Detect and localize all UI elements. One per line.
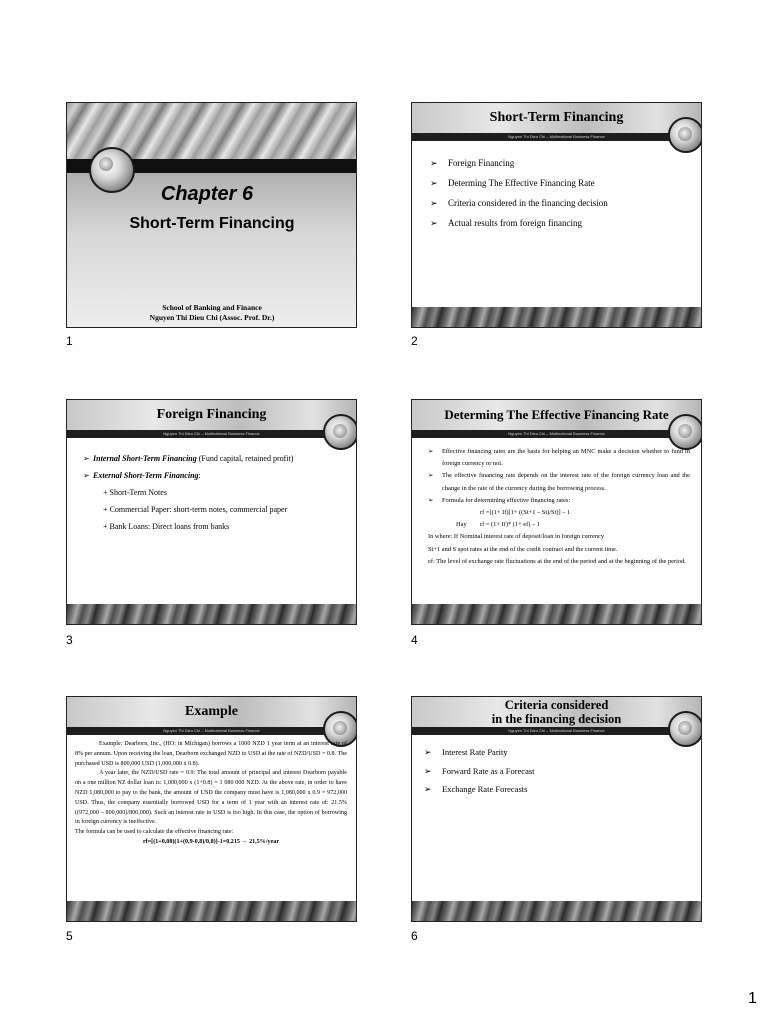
arrow-bullet-icon: ➢	[428, 496, 434, 504]
paragraph: The formula can be used to calculate the effective financing rate:	[75, 829, 234, 836]
slide-number: 5	[66, 929, 73, 943]
globe-icon	[323, 414, 357, 450]
school-name: School of Banking and Finance	[162, 303, 262, 312]
sub-item: + Bank Loans: Direct loans from banks	[103, 522, 230, 531]
list-item: ➢ Determing The Effective Financing Rate	[426, 173, 656, 193]
item-emphasis: Internal Short-Term Financing	[93, 454, 197, 463]
list-item: ➢ Exchange Rate Forecasts	[420, 780, 650, 799]
item-emphasis: External Short-Term Financing	[93, 471, 199, 480]
slide-title: Foreign Financing	[156, 407, 267, 422]
list-item	[428, 470, 690, 494]
slide-number: 1	[66, 334, 73, 348]
note-line: St+1 and S spot rates at the end of the credit contract and the current time.	[428, 545, 618, 553]
slide-footer-banner	[67, 901, 356, 921]
title-line: Criteria considered	[504, 698, 609, 712]
slide-title: Short-Term Financing	[489, 110, 624, 125]
list-item	[83, 450, 313, 467]
globe-icon	[668, 414, 702, 450]
item-text: :	[198, 471, 201, 480]
item-text: Formula for determining effective financing rates:	[442, 496, 571, 504]
list-item: ➢ Criteria considered in the financing decision	[426, 193, 656, 213]
list-item	[428, 495, 690, 507]
list-item: ➢ Foreign Financing	[426, 153, 656, 173]
arrow-bullet-icon: ➢	[428, 472, 434, 480]
list-item: ➢ Forward Rate as a Forecast	[420, 762, 650, 781]
arrow-bullet-icon: ➢	[83, 454, 90, 463]
formula-label: Hay	[456, 521, 467, 529]
slide-header	[67, 697, 356, 727]
slide-header	[412, 400, 701, 430]
list-item: ➢ Interest Rate Parity	[420, 743, 650, 762]
slide-header	[412, 103, 701, 133]
slide-number: 6	[411, 929, 418, 943]
formula-line	[428, 519, 690, 531]
slide-footer-banner	[412, 901, 701, 921]
list-item	[428, 446, 690, 470]
formula-line: rf =[(1+ If)[1+ ((St+1 – St)/St)] – 1	[480, 509, 571, 517]
slide-number: 4	[411, 633, 418, 647]
slide-3	[66, 399, 357, 625]
slide-1	[66, 102, 357, 328]
paragraph: A year later, the NZD/USD rate = 0.9: The total amount of principal and interest Dearborn payable on a one million NZ dollar loan is: 1,000,000 x (1+0.8) = 1 080 000 NZD. At the above rate, in order to have NZD 1,080,000 to pay to the bank, the amount of USD the company must have is 1,080,000 x 0.9 = 972,000 USD. Thus, the company essentially borrowed USD for a term of 1 year with an interest rate of: 21.5% ((972,000 – 800,000)/800,000). Such an interest rate in USD is too high. In this case, the option of borrowing in foreign currency is ineffective.	[75, 770, 347, 826]
formula-text: rf = (1+ If)* (1+ ef) – 1	[480, 521, 540, 529]
page-number: 1	[748, 990, 757, 1007]
slide-title: Short-Term Financing	[129, 215, 295, 232]
sub-item: + Commercial Paper: short-term notes, commercial paper	[103, 505, 288, 514]
slide-body	[428, 446, 690, 568]
globe-icon	[668, 117, 702, 153]
list-item	[83, 467, 313, 484]
globe-icon	[668, 711, 702, 747]
bullet-list	[420, 743, 650, 799]
slide-title	[412, 698, 701, 726]
slide-body	[83, 450, 313, 535]
slide-number: 3	[66, 633, 73, 647]
arrow-bullet-icon: ➢	[83, 471, 90, 480]
item-text: Effective financing rates are the basis for helping an MNC make a decision whether to fund in foreign currency or not.	[442, 448, 690, 468]
slide-4	[411, 399, 702, 625]
credit-bar: Nguyen Thi Dieu Chi – Multinational Business Finance	[67, 727, 356, 735]
formula-line: rf=[(1+0,08)(1+(0,9-0,8)/0,8)]-1=0,215 ⇔ 21,5%/year	[142, 838, 280, 845]
slide-number: 2	[411, 334, 418, 348]
slide-body	[75, 740, 347, 848]
slide-header	[412, 697, 701, 727]
author-name: Nguyen Thi Dieu Chi (Assoc. Prof. Dr.)	[149, 313, 275, 322]
slide-5	[66, 696, 357, 922]
sub-item: + Short-Term Notes	[103, 488, 167, 497]
paragraph: Example: Dearborn, Inc., (HO: in Michigan) borrows a 1000 NZD 1 year term at an interest rate of 8% per annum. Upon receiving the loan, Dearborn exchanged NZD to USD at the rate of NZD/USD = 0.8. The purchased USD is 800,000 USD (1,000,000 x 0.8).	[75, 741, 347, 767]
author-block	[107, 303, 317, 323]
note-line: In where: If Nominal interest rate of deposit/loan in foreign currency	[428, 533, 605, 541]
slide-title: Example	[185, 704, 238, 719]
credit-bar: Nguyen Thi Dieu Chi – Multinational Business Finance	[412, 430, 701, 438]
arrow-bullet-icon: ➢	[428, 448, 434, 455]
slide-footer-banner	[412, 307, 701, 327]
note-line: ef: The level of exchange rate fluctuations at the end of the period and at the beginning of the period.	[428, 557, 686, 565]
item-text: The effective financing rate depends on the interest rate of the foreign currency loan and the change in the rate of the currency during the borrowing process.	[442, 472, 690, 492]
slide-footer-banner	[412, 604, 701, 624]
credit-bar: Nguyen Thi Dieu Chi – Multinational Business Finance	[412, 727, 701, 735]
item-text: (Fund capital, retained profit)	[196, 454, 294, 463]
bullet-list	[426, 153, 656, 233]
slide-footer-banner	[67, 604, 356, 624]
slide-title: Determing The Effective Financing Rate	[444, 407, 669, 422]
slide-header	[67, 400, 356, 430]
list-item: ➢ Actual results from foreign financing	[426, 213, 656, 233]
slide-6	[411, 696, 702, 922]
chapter-label: Chapter 6	[160, 183, 254, 205]
credit-bar: Nguyen Thi Dieu Chi – Multinational Business Finance	[412, 133, 701, 141]
credit-bar: Nguyen Thi Dieu Chi – Multinational Business Finance	[67, 430, 356, 438]
slide-2	[411, 102, 702, 328]
title-line: in the financing decision	[491, 712, 622, 726]
